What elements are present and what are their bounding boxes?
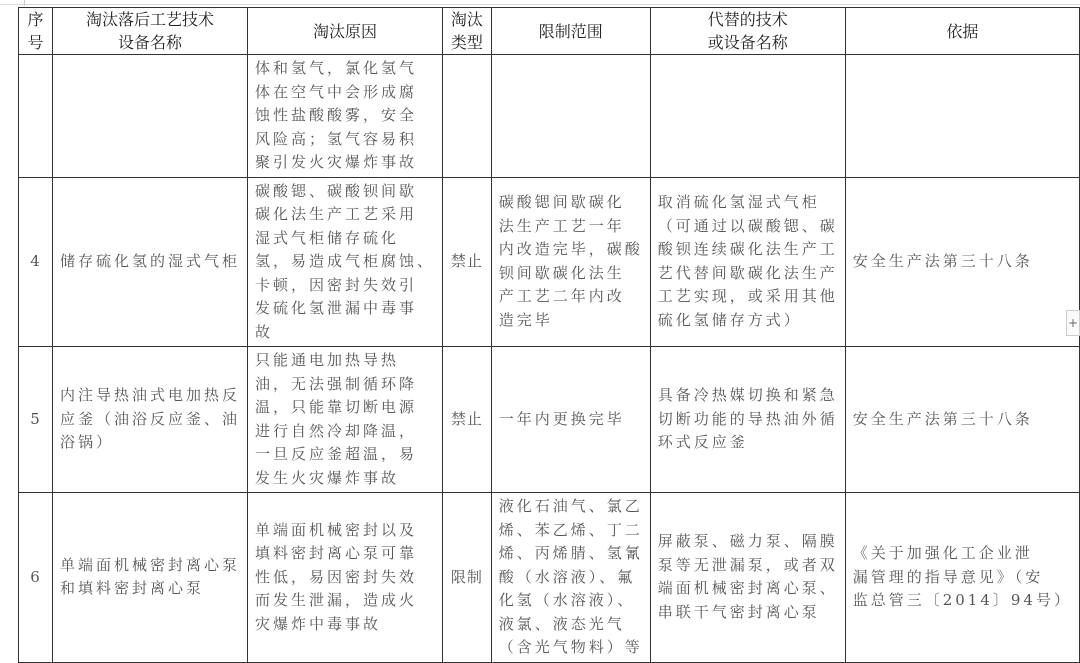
cell-replacement <box>650 347 845 493</box>
cell-text-line: 安全生产法第三十八条 <box>852 252 1033 270</box>
cell-text-line: 硫化氢储存方式） <box>657 310 802 329</box>
cell-text-line: 而发生泄漏，造成火 <box>254 591 417 609</box>
table-row <box>19 347 1080 493</box>
cell-text-line: 环式反应釜 <box>657 433 748 452</box>
cell-text-line: 进行自然冷却降温， <box>254 421 417 440</box>
cell-text-line: 体和氢气，氯化氢气 <box>254 59 417 77</box>
cell-text-line: 泵等无泄漏泵，或者双 <box>657 555 838 574</box>
cell-text-line: 应釜（油浴反应釜、油 <box>59 409 240 428</box>
cell-text-line: 内注导热油式电加热反 <box>59 386 240 405</box>
cell-text-line: 烯、苯乙烯、丁二 <box>498 520 643 539</box>
cell-text-line: 浴锅） <box>59 433 114 452</box>
header-restriction-scope <box>491 8 650 55</box>
cell-text-line: 碳酸锶间歇碳化 <box>498 193 625 212</box>
cell-text-line: 酸（水溶液）、氟 <box>498 567 636 586</box>
cell-text-line: 发生火灾爆炸事故 <box>254 468 399 487</box>
cell-text-line: 内改造完毕，碳酸 <box>498 240 643 259</box>
header-line: 设备名称 <box>117 33 182 52</box>
cell-text-line: 切断功能的导热油外循 <box>657 409 838 428</box>
page-tab-edge <box>24 0 25 6</box>
cell-text-line: 化氢（水溶液）、 <box>498 591 636 609</box>
cell-text-line: 烯、丙烯腈、氢氰 <box>498 544 643 562</box>
table-row <box>19 493 1080 663</box>
cell-text-line: 填料密封离心泵可靠 <box>254 544 417 562</box>
header-line: 代替的技术 <box>707 10 788 29</box>
cell-text-line: （可通过以碳酸锶、碳 <box>657 216 838 235</box>
cell-text-line: 酸钡连续碳化法生产工 <box>657 240 838 259</box>
cell-restriction-scope <box>491 347 650 493</box>
header-line: 类型 <box>450 33 483 52</box>
cell-text-line: 监总管三〔2014〕94号） <box>852 591 1072 609</box>
cell-text-line: 体在空气中会形成腐 <box>254 82 417 101</box>
cell-serial-number <box>19 177 53 347</box>
table-row <box>19 55 1080 178</box>
header-reason <box>247 8 442 55</box>
cell-text-line: 风险高；氢气容易积 <box>254 129 417 148</box>
cell-text-line: （含光气物料）等 <box>498 638 643 656</box>
cell-text-line: 法生产工艺一年 <box>498 216 625 235</box>
cell-text-line: 卡顿，因密封失效引 <box>254 275 417 294</box>
cell-text-line: 碳化法生产工艺采用 <box>254 205 417 223</box>
cell-basis <box>845 55 1079 178</box>
cell-text-line: 故 <box>254 322 273 341</box>
cell-text-line: 和填料密封离心泵 <box>59 579 204 598</box>
cell-text-line: 液氯、液态光气 <box>498 614 625 633</box>
header-equipment-name <box>52 8 247 55</box>
cell-text-line: 碳酸锶、碳酸钡间歇 <box>254 181 417 200</box>
cell-text-line: 单端面机械密封离心泵 <box>59 555 240 574</box>
cell-replacement <box>650 55 845 178</box>
cell-replacement <box>650 493 845 663</box>
cell-text-line: 《关于加强化工企业泄 <box>852 544 1033 562</box>
cell-serial-number <box>19 493 53 663</box>
cell-text-line: 取消硫化氢湿式气柜 <box>657 193 820 212</box>
cell-text-line: 蚀性盐酸酸雾，安全 <box>254 106 417 124</box>
cell-text-line: 造完毕 <box>498 310 553 329</box>
header-line: 淘汰原因 <box>312 21 377 41</box>
cell-text-line: 艺代替间歇碳化法生产 <box>657 263 838 282</box>
cell-text-line: 湿式气柜储存硫化 <box>254 228 399 247</box>
cell-equipment-name <box>52 493 247 663</box>
cell-serial-number <box>19 55 53 178</box>
cell-text-line: 一旦反应釜超温，易 <box>254 445 417 463</box>
cell-reason <box>247 347 442 493</box>
cell-text-line: 安全生产法第三十八条 <box>852 409 1033 428</box>
cell-text-line: 性低，易因密封失效 <box>254 567 417 586</box>
cell-text-line: 钡间歇碳化法生 <box>498 263 625 282</box>
cell-text-line: 漏管理的指导意见》（安 <box>852 567 1044 586</box>
cell-serial-number <box>19 347 53 493</box>
cell-text-line: 6 <box>30 567 41 586</box>
cell-text-line: 端面机械密封离心泵、 <box>657 579 838 598</box>
header-basis <box>845 8 1079 55</box>
cell-reason <box>247 177 442 347</box>
cell-text-line: 4 <box>30 252 41 270</box>
cell-text-line: 发硫化氢泄漏中毒事 <box>254 299 417 317</box>
cell-basis <box>845 177 1079 347</box>
cell-text-line: 氢，易造成气柜腐蚀、 <box>254 252 435 270</box>
cell-basis <box>845 347 1079 493</box>
header-replacement <box>650 8 845 55</box>
cell-text-line: 灾爆炸中毒事故 <box>254 614 381 633</box>
cell-replacement <box>650 177 845 347</box>
cell-restriction-scope <box>491 55 650 178</box>
cell-equipment-name <box>52 347 247 493</box>
cell-text-line: 串联干气密封离心泵 <box>657 602 820 621</box>
cell-equipment-name <box>52 55 247 178</box>
header-line: 序号 <box>27 10 44 52</box>
cell-type <box>442 347 491 493</box>
cell-reason <box>247 493 442 663</box>
cell-restriction-scope <box>491 177 650 347</box>
cell-text-line: 聚引发火灾爆炸事故 <box>254 153 417 171</box>
cell-text-line: 一年内更换完毕 <box>498 409 625 428</box>
page-top-border <box>0 0 1080 5</box>
cell-text-line: 液化石油气、氯乙 <box>498 497 643 515</box>
header-row <box>19 8 1080 55</box>
cell-text-line: 产工艺二年内改 <box>498 287 625 306</box>
cell-text-line: 禁止 <box>450 252 483 270</box>
header-line: 淘汰 <box>450 10 483 29</box>
cell-type <box>442 177 491 347</box>
cell-text-line: 油，无法强制循环降 <box>254 374 417 393</box>
cell-basis <box>845 493 1079 663</box>
cell-restriction-scope <box>491 493 650 663</box>
cell-text-line: 温，只能靠切断电源 <box>254 398 417 416</box>
cell-text-line: 禁止 <box>450 409 483 428</box>
expand-button[interactable]: + <box>1066 310 1080 336</box>
header-line: 限制范围 <box>538 21 603 41</box>
cell-text-line: 屏蔽泵、磁力泵、隔膜 <box>657 532 838 551</box>
obsolete-process-table <box>18 7 1080 663</box>
header-serial-number <box>19 8 53 55</box>
header-line: 或设备名称 <box>707 33 788 52</box>
header-line: 淘汰落后工艺技术 <box>85 10 214 29</box>
cell-text-line: 工艺实现，或采用其他 <box>657 287 838 306</box>
cell-reason <box>247 55 442 178</box>
cell-text-line: 具备冷热媒切换和紧急 <box>657 386 838 405</box>
cell-text-line: 限制 <box>450 567 483 586</box>
header-type <box>442 8 491 55</box>
cell-equipment-name <box>52 177 247 347</box>
header-line: 依据 <box>946 21 979 41</box>
cell-text-line: 储存硫化氢的湿式气柜 <box>59 252 240 270</box>
cell-text-line: 只能通电加热导热 <box>254 351 399 369</box>
cell-type <box>442 493 491 663</box>
cell-type <box>442 55 491 178</box>
cell-text-line: 5 <box>30 409 41 428</box>
table-row <box>19 177 1080 347</box>
cell-text-line: 单端面机械密封以及 <box>254 520 417 539</box>
